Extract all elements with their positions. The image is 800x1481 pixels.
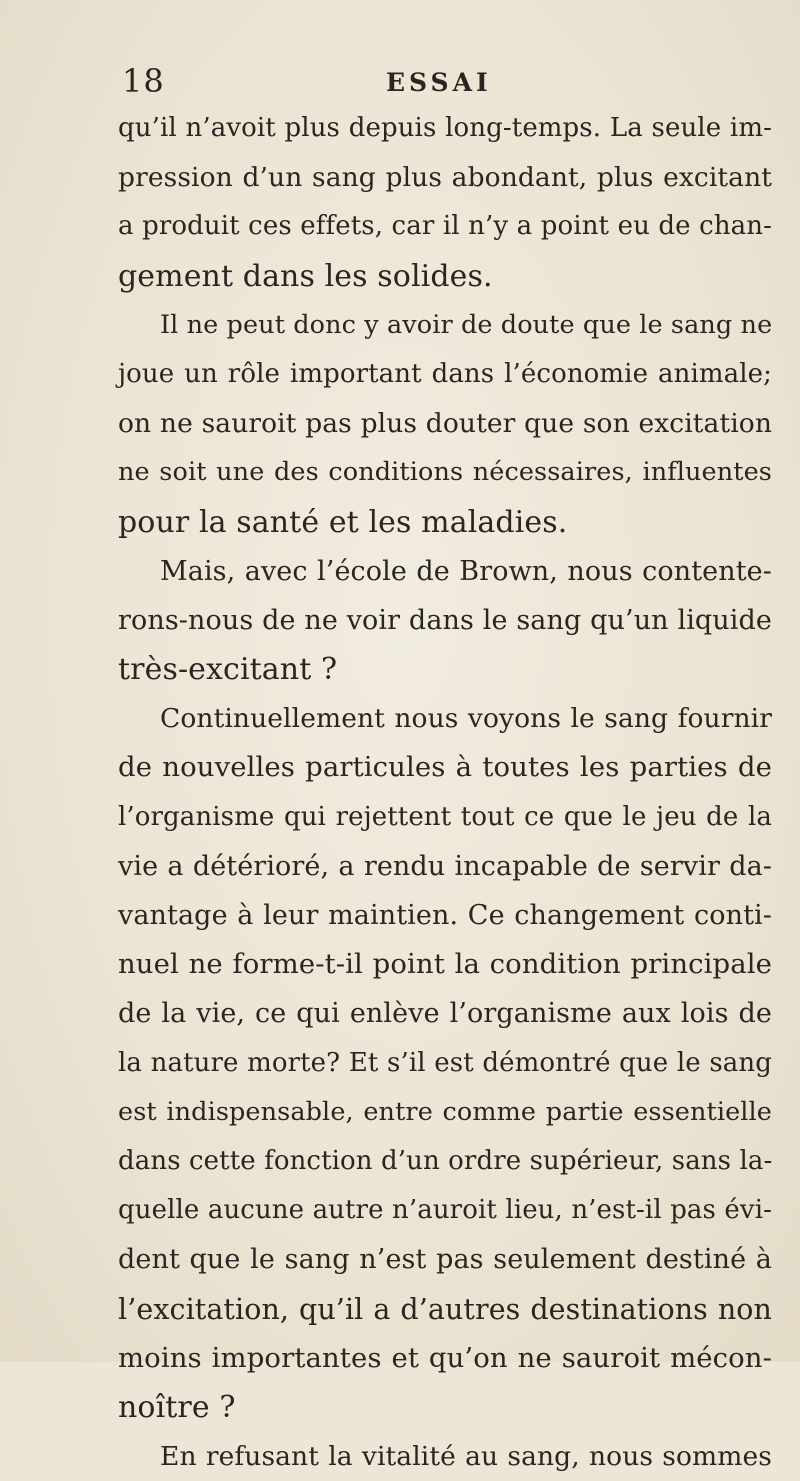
text-line: Continuellement nous voyons le sang fournir: [160, 703, 772, 735]
text-line: quelle aucune autre n’auroit lieu, n’est-il pas évi-: [118, 1195, 772, 1226]
text-line: pression d’un sang plus abondant, plus excitant: [118, 162, 772, 194]
text-line: pour la santé et les maladies.: [118, 504, 568, 540]
text-line: gement dans les solides.: [118, 258, 493, 294]
running-title: ESSAI: [386, 68, 492, 97]
text-line: on ne sauroit pas plus douter que son excitation: [118, 408, 772, 440]
text-line: rons-nous de ne voir dans le sang qu’un liquide: [118, 604, 772, 636]
text-line: nuel ne forme-t-il point la condition principale: [118, 948, 772, 981]
text-line: Il ne peut donc y avoir de doute que le sang ne: [160, 309, 773, 340]
text-line: la nature morte? Et s’il est démontré que le sang: [118, 1047, 772, 1078]
page-number: 18: [122, 62, 165, 100]
text-line: très-excitant ?: [118, 652, 338, 688]
text-line: de nouvelles particules à toutes les parties de: [118, 751, 772, 784]
text-line: est indispensable, entre comme partie essentielle: [118, 1096, 772, 1127]
body-text: [118, 104, 772, 1481]
text-line: dent que le sang n’est pas seulement destiné à: [118, 1244, 772, 1276]
text-line: moins importantes et qu’on ne sauroit mécon-: [118, 1341, 772, 1374]
text-line: En refusant la vitalité au sang, nous sommes: [160, 1441, 772, 1473]
page-header: [0, 62, 800, 106]
text-line: ne soit une des conditions nécessaires, influentes: [118, 457, 772, 488]
text-line: qu’il n’avoit plus depuis long-temps. La seule im-: [118, 113, 772, 143]
text-line: Mais, avec l’école de Brown, nous contente-: [160, 555, 772, 587]
text-line: de la vie, ce qui enlève l’organisme aux lois de: [118, 998, 772, 1030]
text-line: l’organisme qui rejettent tout ce que le jeu de la: [118, 801, 772, 832]
text-line: vantage à leur maintien. Ce changement conti-: [118, 900, 772, 931]
text-line: a produit ces effets, car il n’y a point eu de chan-: [118, 211, 772, 242]
text-line: dans cette fonction d’un ordre supérieur, sans la-: [118, 1145, 773, 1176]
text-line: l’excitation, qu’il a d’autres destinations non: [118, 1292, 772, 1326]
text-line: joue un rôle important dans l’économie animale;: [118, 358, 772, 389]
text-line: noître ?: [118, 1389, 236, 1425]
text-line: vie a détérioré, a rendu incapable de servir da-: [118, 850, 772, 882]
